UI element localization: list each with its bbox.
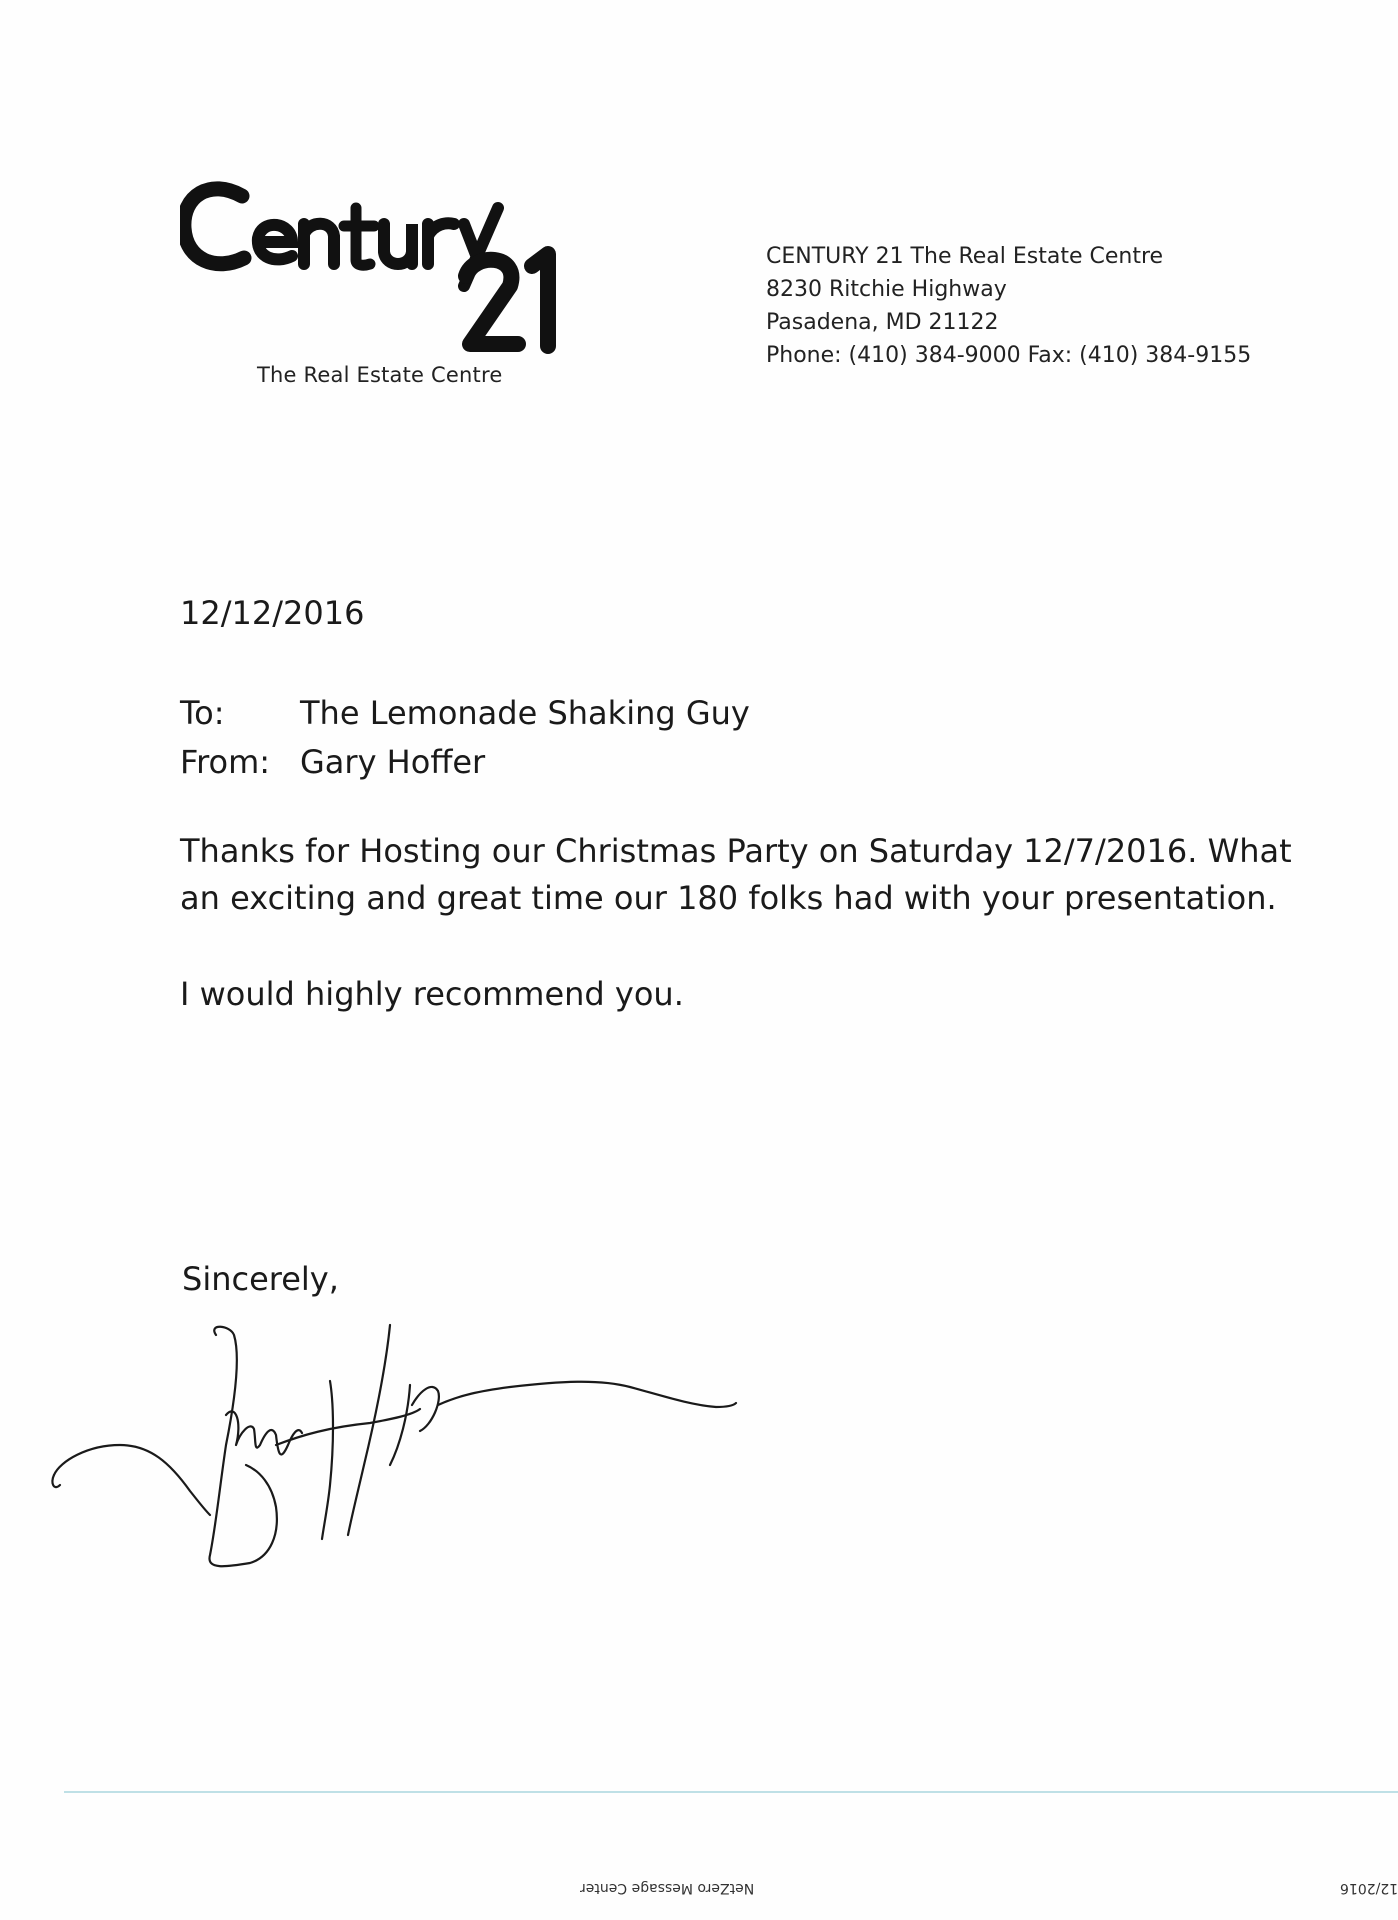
office-line: 8230 Ritchie Highway (766, 277, 1007, 302)
fax-date: 12/2016 (1340, 1880, 1398, 1896)
to-value: The Lemonade Shaking Guy (300, 694, 750, 732)
body-line: an exciting and great time our 180 folks had with your presentation. (180, 879, 1277, 917)
closing: Sincerely, (182, 1260, 339, 1298)
logo-subtitle: The Real Estate Centre (257, 363, 503, 387)
signature (40, 1295, 840, 1585)
office-line: Phone: (410) 384-9000 Fax: (410) 384-9155 (766, 343, 1252, 368)
body-line: Thanks for Hosting our Christmas Party on Saturday 12/7/2016. What (180, 832, 1292, 870)
fax-footer: NetZero Message Center (580, 1880, 755, 1896)
office-line: CENTURY 21 The Real Estate Centre (766, 244, 1164, 269)
fax-divider (64, 1791, 1398, 1793)
office-line: Pasadena, MD 21122 (766, 310, 999, 335)
century21-logo (180, 168, 570, 358)
office-address (766, 240, 1251, 372)
address-block (180, 689, 750, 787)
to-label: To: (180, 694, 225, 732)
body-paragraph (180, 828, 1320, 922)
to-row (180, 689, 750, 738)
letter-date: 12/12/2016 (180, 594, 365, 632)
from-row (180, 738, 750, 787)
from-value: Gary Hoffer (300, 743, 486, 781)
recommendation-line: I would highly recommend you. (180, 975, 684, 1013)
from-label: From: (180, 743, 271, 781)
